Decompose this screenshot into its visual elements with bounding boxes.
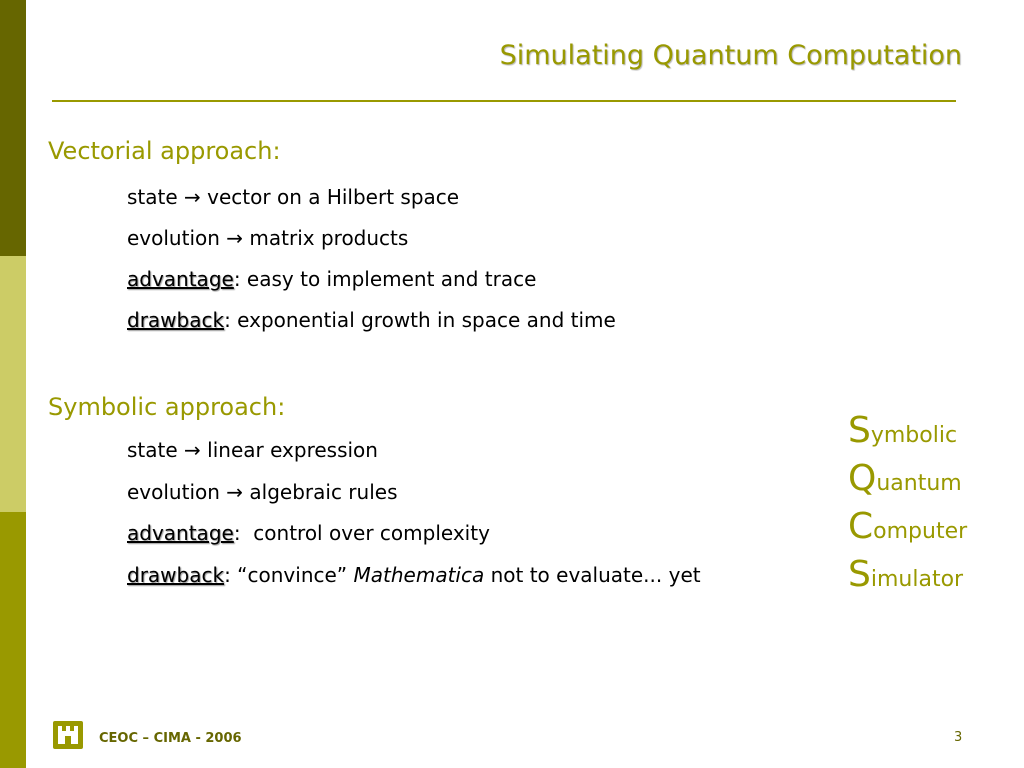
item-text: : control over complexity xyxy=(233,521,490,545)
item-label: state xyxy=(127,438,178,462)
item-text: vector on a Hilbert space xyxy=(207,185,460,209)
mathematica-text: Mathematica xyxy=(353,563,485,587)
symbolic-drawback-item xyxy=(127,563,701,587)
vectorial-state-item xyxy=(127,185,459,209)
acronym-initial: S xyxy=(848,410,871,451)
item-label: evolution xyxy=(127,226,220,250)
vectorial-heading: Vectorial approach: xyxy=(48,137,281,165)
advantage-label: advantage xyxy=(127,267,234,291)
item-text: : exponential growth in space and time xyxy=(224,308,616,332)
acronym-line xyxy=(848,410,967,458)
advantage-label: advantage xyxy=(127,521,234,545)
right-arrow-icon: → xyxy=(184,185,201,209)
slide-title: Simulating Quantum Computation xyxy=(499,40,962,71)
acronym-line xyxy=(848,458,967,506)
item-text: matrix products xyxy=(249,226,409,250)
symbolic-evolution-item xyxy=(127,480,397,504)
symbolic-heading: Symbolic approach: xyxy=(48,393,286,421)
item-text: linear expression xyxy=(207,438,378,462)
sidebar-stripe-bottom xyxy=(0,512,26,768)
item-text: : easy to implement and trace xyxy=(233,267,537,291)
vectorial-drawback-item xyxy=(127,308,616,332)
acronym-line xyxy=(848,506,967,554)
sidebar-stripe-middle xyxy=(0,256,26,512)
acronym-rest: omputer xyxy=(873,519,968,544)
right-arrow-icon: → xyxy=(184,438,201,462)
acronym-initial: Q xyxy=(848,458,877,499)
page-number: 3 xyxy=(954,730,963,745)
right-arrow-icon: → xyxy=(226,480,244,504)
item-text: algebraic rules xyxy=(249,480,398,504)
item-label: evolution xyxy=(127,480,220,504)
acronym-initial: C xyxy=(848,506,874,547)
acronym-rest: uantum xyxy=(876,471,962,496)
acronym-initial: S xyxy=(848,554,871,595)
item-text-tail: not to evaluate... yet xyxy=(484,563,701,587)
sqcs-acronym xyxy=(848,410,967,602)
drawback-label: drawback xyxy=(127,563,225,587)
drawback-label: drawback xyxy=(127,308,225,332)
castle-logo-icon xyxy=(53,721,83,749)
item-label: state xyxy=(127,185,178,209)
symbolic-advantage-item xyxy=(127,521,490,545)
vectorial-advantage-item xyxy=(127,267,536,291)
item-text: : “convince” xyxy=(224,563,354,587)
acronym-rest: ymbolic xyxy=(870,423,958,448)
symbolic-state-item xyxy=(127,438,378,462)
vectorial-evolution-item xyxy=(127,226,408,250)
title-divider xyxy=(52,100,956,102)
acronym-rest: imulator xyxy=(870,567,964,592)
acronym-line xyxy=(848,554,967,602)
right-arrow-icon: → xyxy=(226,226,244,250)
footer-text: CEOC – CIMA - 2006 xyxy=(99,731,242,746)
sidebar-stripe-top xyxy=(0,0,26,256)
